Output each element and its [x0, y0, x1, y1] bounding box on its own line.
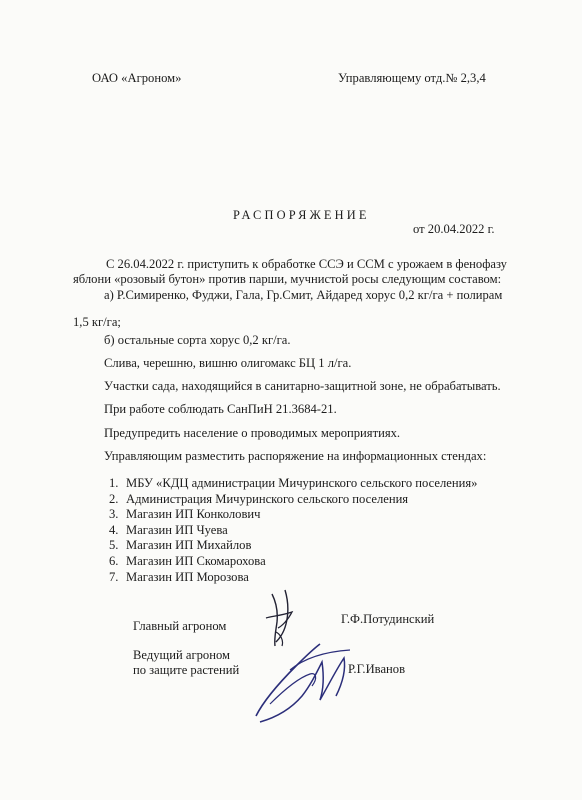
list-item: 2. Администрация Мичуринского сельского поселения [109, 491, 409, 506]
list-item: 3. Магазин ИП Конколович [109, 507, 261, 522]
addressee: Управляющему отд.№ 2,3,4 [338, 71, 486, 85]
intro-line-2: яблони «розовый бутон» против парши, мучнистой росы следующим составом: [73, 272, 502, 286]
sanpin-instruction: При работе соблюдать СанПиН 21.3684-21. [104, 402, 337, 416]
item-a-line-1: а) Р.Симиренко, Фуджи, Гала, Гр.Смит, Айдаред хорус 0,2 кг/га + полирам [104, 288, 503, 302]
item-b: б) остальные сорта хорус 0,2 кг/га. [104, 333, 291, 347]
cherries-instruction: Слива, черешню, вишню олигомакс БЦ 1 л/га. [104, 356, 352, 370]
chief-agronomist-title: Главный агроном [133, 619, 227, 633]
list-item: 1. МБУ «КДЦ администрации Мичуринского сельского поселения» [109, 476, 478, 490]
document-title: РАСПОРЯЖЕНИЕ [233, 208, 370, 222]
lead-agronomist-title-line-2: по защите растений [133, 663, 240, 677]
list-item: 6. Магазин ИП Скомарохова [109, 553, 266, 568]
list-item: 4. Магазин ИП Чуева [109, 522, 228, 537]
list-item: 7. Магазин ИП Морозова [109, 569, 249, 584]
intro-line-1: С 26.04.2022 г. приступить к обработке ССЭ и ССМ с урожаем в фенофазу [106, 257, 507, 271]
managers-instruction: Управляющим разместить распоряжение на информационных стендах: [104, 449, 487, 463]
organization-name: ОАО «Агроном» [92, 71, 182, 85]
list-item: 5. Магазин ИП Михайлов [109, 538, 252, 553]
lead-signature-icon [250, 630, 360, 730]
sanitary-zone-instruction: Участки сада, находящийся в санитарно-защитной зоне, не обрабатывать. [104, 379, 501, 393]
item-a-line-2: 1,5 кг/га; [73, 315, 121, 329]
lead-agronomist-title-line-1: Ведущий агроном [133, 648, 230, 662]
stands-list [109, 476, 477, 585]
chief-agronomist-name: Г.Ф.Потудинский [341, 612, 435, 626]
lead-agronomist-name: Р.Г.Иванов [348, 662, 406, 676]
warn-population-instruction: Предупредить население о проводимых мероприятиях. [104, 426, 401, 440]
document-date: от 20.04.2022 г. [413, 222, 495, 236]
